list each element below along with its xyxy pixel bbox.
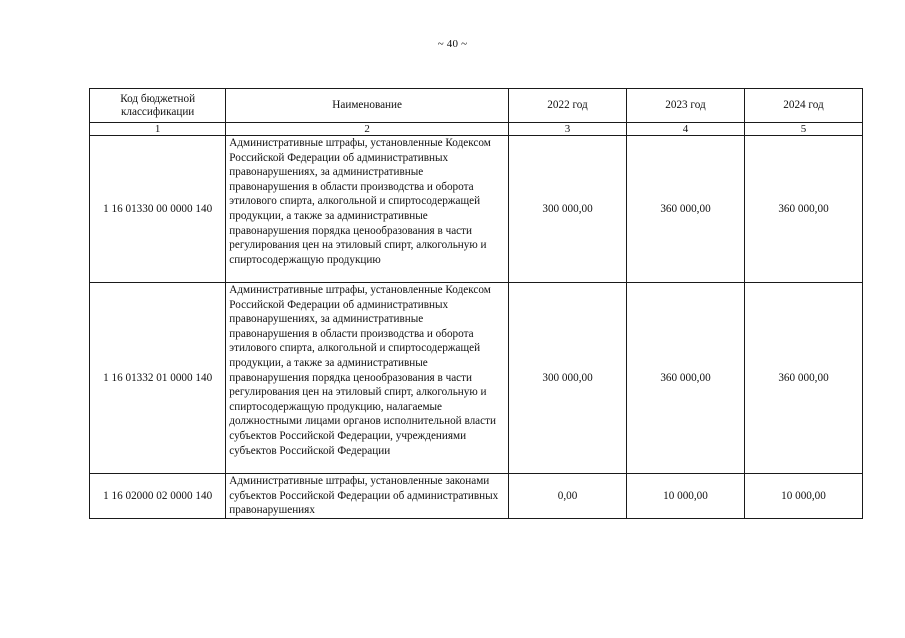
value-2024: 360 000,00: [744, 283, 862, 474]
header-2023: 2023 год: [627, 89, 745, 123]
header-2022: 2022 год: [509, 89, 627, 123]
column-number: 4: [627, 123, 745, 136]
table-row: [90, 283, 863, 474]
table-header-row: [90, 89, 863, 123]
column-number-row: [90, 123, 863, 136]
value-2022: 0,00: [509, 474, 627, 519]
header-2024: 2024 год: [744, 89, 862, 123]
value-2022: 300 000,00: [509, 136, 627, 283]
value-2022: 300 000,00: [509, 283, 627, 474]
value-2024: 10 000,00: [744, 474, 862, 519]
value-2023: 10 000,00: [627, 474, 745, 519]
page-number: ~ 40 ~: [437, 38, 468, 50]
row-description: Административные штрафы, установленные Кодексом Российской Федерации об административных правонарушениях, за административные правонарушения в области производства и оборота этилового спирта, алкогольной и спиртосодержащей продукции, а также за административные правонарушения порядка ценообразования в части регулирования цен на этиловый спирт, алкогольную и спиртосодержащую продукцию, налагаемые должностными лицами органов исполнительной власти субъектов Российской Федерации, учреждениями субъектов Российской Федерации: [226, 283, 509, 474]
table-row: [90, 136, 863, 283]
value-2024: 360 000,00: [744, 136, 862, 283]
header-code: Код бюджетной классификации: [90, 89, 226, 123]
column-number: 1: [90, 123, 226, 136]
table-row: [90, 474, 863, 519]
row-description: Административные штрафы, установленные законами субъектов Российской Федерации об административных правонарушениях: [226, 474, 509, 519]
value-2023: 360 000,00: [627, 136, 745, 283]
column-number: 3: [509, 123, 627, 136]
budget-code: 1 16 01330 00 0000 140: [90, 136, 226, 283]
header-name: Наименование: [226, 89, 509, 123]
budget-table: [89, 88, 863, 519]
column-number: 5: [744, 123, 862, 136]
column-number: 2: [226, 123, 509, 136]
row-description: Административные штрафы, установленные Кодексом Российской Федерации об административных правонарушениях, за административные правонарушения в области производства и оборота этилового спирта, алкогольной и спиртосодержащей продукции, а также за административные правонарушения порядка ценообразования в части регулирования цен на этиловый спирт, алкогольную и спиртосодержащую продукцию: [226, 136, 509, 283]
budget-code: 1 16 02000 02 0000 140: [90, 474, 226, 519]
budget-code: 1 16 01332 01 0000 140: [90, 283, 226, 474]
value-2023: 360 000,00: [627, 283, 745, 474]
